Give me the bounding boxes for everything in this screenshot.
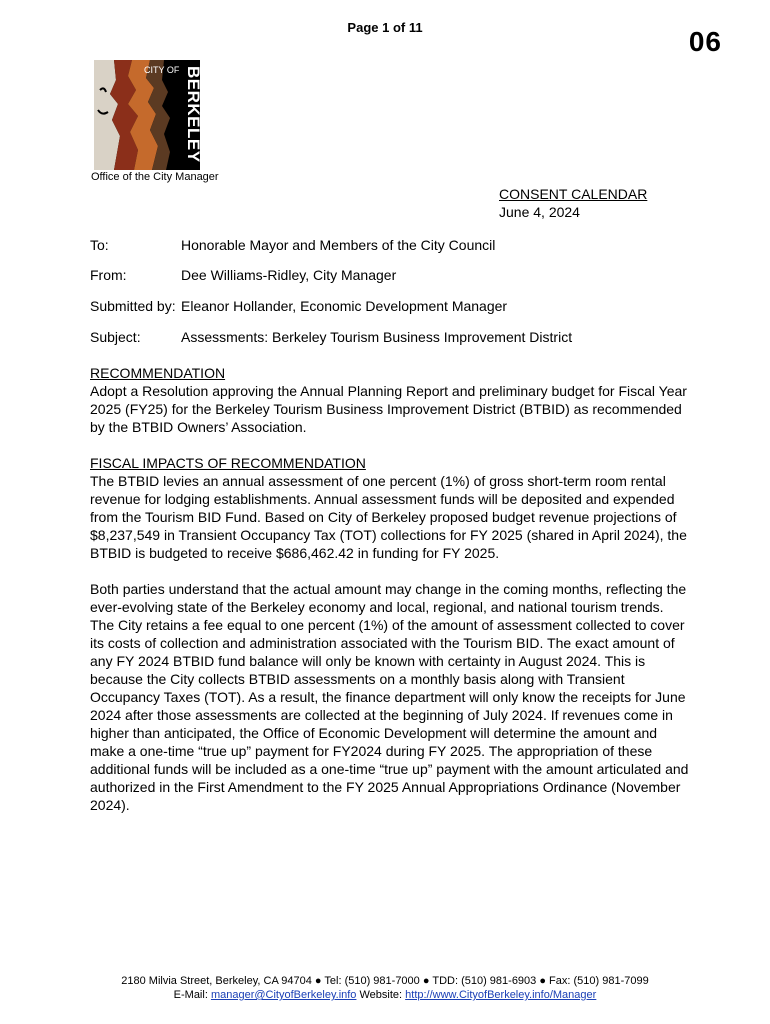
office-name: Office of the City Manager <box>91 171 219 183</box>
recommendation-text: Adopt a Resolution approving the Annual Planning Report and preliminary budget for Fiscal Year 2025 (FY25) for the Berkeley Tourism Business Improvement District (BTBID) as recommended by the BTBID Owners’ Association. <box>90 383 687 435</box>
fiscal-impacts-paragraph-2: Both parties understand that the actual amount may change in the coming months, reflecting the ever-evolving state of the Berkeley economy and local, regional, and national tourism trends. The City retains a fee equal to one percent (1%) of the amount of assessment collected to cover its costs of collection and administration associated with the Tourism BID. The exact amount of any FY 2024 BTBID fund balance will only be known with certainty in August 2024. This is because the City collects BTBID assessments on a monthly basis along with Transient Occupancy Taxes (TOT). As a result, the finance department will only know the receipts for June 2024 after those assessments are collected at the beginning of July 2024. If revenues come in higher than anticipated, the Office of Economic Development will determine the amount and make a one-time “true up” payment for FY2024 during FY 2025. The appropriation of these additional funds will be included as a one-time “true up” payment with the amount articulated and authorized in the First Amendment to the FY 2025 Annual Appropriations Ordinance (November 2024). <box>90 581 689 813</box>
memo-submitted-value: Eleanor Hollander, Economic Development Manager <box>181 298 508 314</box>
page-footer <box>0 974 770 1002</box>
memo-to-value: Honorable Mayor and Members of the City Council <box>181 237 496 253</box>
memo-to-label: To: <box>90 237 109 253</box>
meeting-date: June 4, 2024 <box>499 204 580 220</box>
recommendation-heading: RECOMMENDATION <box>90 365 226 381</box>
consent-calendar-title: CONSENT CALENDAR <box>499 186 648 202</box>
fiscal-impacts-heading: FISCAL IMPACTS OF RECOMMENDATION <box>90 455 366 471</box>
memo-subject-value: Assessments: Berkeley Tourism Business Improvement District <box>181 329 573 345</box>
memo-submitted-label: Submitted by: <box>90 298 176 314</box>
footer-address: 2180 Milvia Street, Berkeley, CA 94704 ● Tel: (510) 981-7000 ● TDD: (510) 981-6903 ● Fax: (510) 981-7099 <box>121 975 649 987</box>
memo-from-label: From: <box>90 267 127 283</box>
footer-website-link[interactable]: http://www.CityofBerkeley.info/Manager <box>405 989 597 1001</box>
footer-contact-line <box>0 988 770 1002</box>
consent-calendar-block <box>499 185 647 221</box>
footer-email-link[interactable]: manager@CityofBerkeley.info <box>210 989 357 1001</box>
memo-subject-label: Subject: <box>90 329 141 345</box>
agenda-item-number: 06 <box>688 26 722 57</box>
recommendation-section <box>90 364 690 436</box>
fiscal-impacts-section <box>90 454 690 814</box>
footer-website-label: Website: <box>359 989 403 1001</box>
logo-text-berkeley: BERKELEY <box>184 66 203 163</box>
logo-text-city-of: CITY OF <box>144 65 180 75</box>
fiscal-impacts-paragraph-1: The BTBID levies an annual assessment of one percent (1%) of gross short-term room rental revenue for lodging establishments. Annual assessment funds will be deposited and expended from the Tourism BID Fund. Based on City of Berkeley proposed budget revenue projections of $8,237,549 in Transient Occupancy Tax (TOT) collections for FY 2025 (shared in April 2024), the BTBID is budgeted to receive $686,462.42 in funding for FY 2025. <box>90 473 687 561</box>
memo-from-value: Dee Williams-Ridley, City Manager <box>181 267 397 283</box>
page-number: Page 1 of 11 <box>347 20 423 35</box>
city-of-berkeley-logo <box>94 60 203 170</box>
footer-email-label: E-Mail: <box>173 989 208 1001</box>
